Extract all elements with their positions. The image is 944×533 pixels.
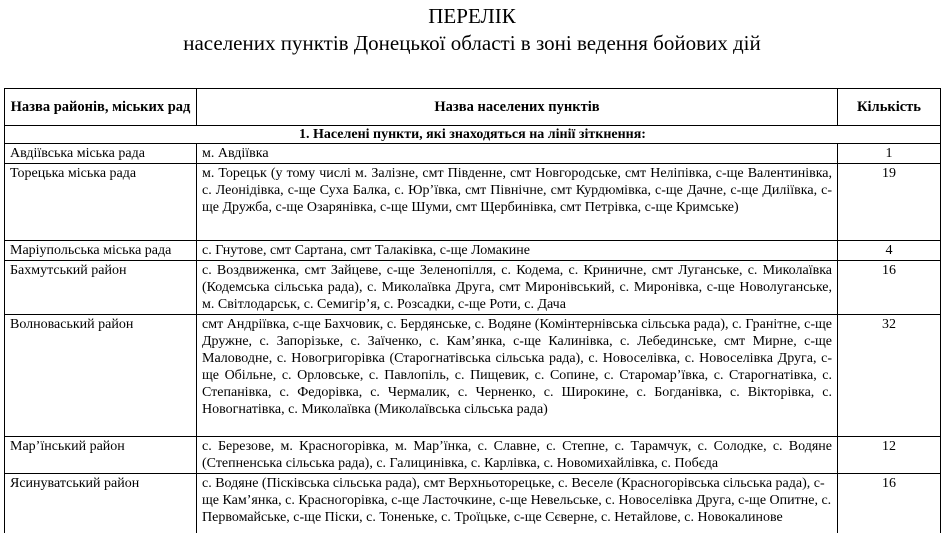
settlements-cell: м. Торецьк (у тому числі м. Залізне, смт Південне, смт Новгородське, смт Неліпівка, с-ще Валентинівка, с. Леонідівка, с-ще Суха Балка, с. Юр’ївка, смт Північне, смт Курдюмівка, с-ще Дачне, с-ще Диліївка, с-ще Дружба, с-ще Озарянівка, с-ще Шуми, смт Щербинівка, смт Петрівка, с-ще Кримське) bbox=[197, 164, 838, 241]
count-cell: 1 bbox=[838, 144, 941, 164]
title-line-2: населених пунктів Донецької області в зоні ведення бойових дій bbox=[183, 31, 761, 55]
district-cell: Волноваський район bbox=[5, 315, 197, 437]
table-header-row bbox=[5, 89, 941, 126]
district-cell: Мар’їнський район bbox=[5, 437, 197, 474]
district-cell: Ясинуватський район bbox=[5, 474, 197, 533]
header-settlements: Назва населених пунктів bbox=[197, 89, 838, 126]
settlements-cell: с. Водяне (Пісківська сільська рада), смт Верхньоторецьке, с. Веселе (Красногорівська сільська рада), с-ще Кам’янка, с. Красногорівка, с-ще Ласточкине, с-ще Невельське, с. Новоселівка Друга, с-ще Опитне, с. Первомайське, с-ще Піски, с. Тоненьке, с. Троїцьке, с-ще Сєверне, с. Нетайлове, с. Новокалинове bbox=[197, 474, 838, 533]
table-row bbox=[5, 315, 941, 437]
district-cell: Маріупольська міська рада bbox=[5, 241, 197, 261]
table-row bbox=[5, 164, 941, 241]
document-title bbox=[0, 0, 944, 57]
table-row bbox=[5, 261, 941, 315]
settlements-cell: с. Гнутове, смт Сартана, смт Талаківка, с-ще Ломакине bbox=[197, 241, 838, 261]
header-count: Кількість bbox=[838, 89, 941, 126]
title-line-1: ПЕРЕЛІК bbox=[428, 4, 516, 28]
settlements-cell: м. Авдіївка bbox=[197, 144, 838, 164]
count-cell: 16 bbox=[838, 261, 941, 315]
header-districts: Назва районів, міських рад bbox=[5, 89, 197, 126]
table-row bbox=[5, 241, 941, 261]
count-cell: 19 bbox=[838, 164, 941, 241]
section-header-row bbox=[5, 126, 941, 144]
count-cell: 32 bbox=[838, 315, 941, 437]
table-row bbox=[5, 144, 941, 164]
settlements-cell: с. Березове, м. Красногорівка, м. Мар’їнка, с. Славне, с. Степне, с. Тарамчук, с. Солодке, с. Водяне (Степненська сільська рада), с. Галицинівка, с. Карлівка, с. Новомихайлівка, с. Побєда bbox=[197, 437, 838, 474]
settlements-cell: с. Воздвиженка, смт Зайцеве, с-ще Зеленопілля, с. Кодема, с. Криничне, смт Луганське, с. Миколаївка (Кодемська сільська рада), с. Миколаївка Друга, смт Миронівський, с. Миронівка, с-ще Новолуганське, м. Світлодарськ, с. Семигір’я, с. Розсадки, с-ще Роти, с. Дача bbox=[197, 261, 838, 315]
settlements-table bbox=[4, 88, 941, 533]
table-row bbox=[5, 437, 941, 474]
section-title: 1. Населені пункти, які знаходяться на лінії зіткнення: bbox=[5, 126, 941, 144]
district-cell: Торецька міська рада bbox=[5, 164, 197, 241]
settlements-cell: смт Андріївка, с-ще Бахчовик, с. Бердянське, с. Водяне (Комінтернівська сільська рада), с. Гранітне, с-ще Дружне, с. Запорізьке, с. Заїченко, с. Кам’янка, с-ще Калинівка, с. Лебединське, смт Мирне, с-ще Маловодне, с. Новогригорівка (Старогнатівська сільська рада), с. Новоселівка, с. Новоселівка Друга, с-ще Обільне, с. Орловське, с. Павлопіль, с. Пищевик, с. Сопине, с. Старомар’ївка, с. Старогнатівка, с. Степанівка, с. Федорівка, с. Чермалик, с. Черненко, с. Широкине, с. Богданівка, с. Вікторівка, с. Новогнатівка, с. Миколаївка (Миколаївська сільська рада) bbox=[197, 315, 838, 437]
count-cell: 12 bbox=[838, 437, 941, 474]
district-cell: Авдіївська міська рада bbox=[5, 144, 197, 164]
count-cell: 4 bbox=[838, 241, 941, 261]
table-row bbox=[5, 474, 941, 533]
district-cell: Бахмутський район bbox=[5, 261, 197, 315]
count-cell: 16 bbox=[838, 474, 941, 533]
